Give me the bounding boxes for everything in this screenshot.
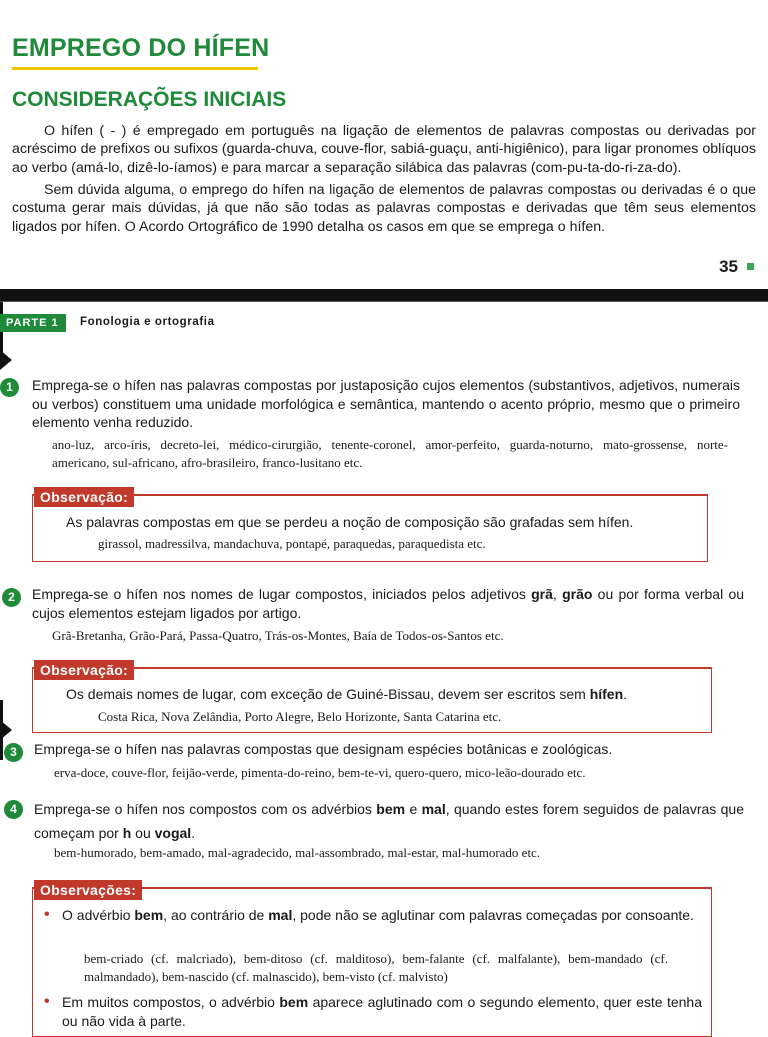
text-run: . xyxy=(623,686,628,702)
text-run: e xyxy=(405,801,422,817)
observation-label: Observações: xyxy=(34,880,142,900)
observation-1-text: As palavras compostas em que se perdeu a noção de composição são grafadas sem hífen. xyxy=(66,514,634,530)
intro-paragraph-1 xyxy=(12,122,756,177)
part-label: PARTE 1 xyxy=(0,314,66,332)
rule-number-1: 1 xyxy=(0,378,19,397)
rule-4-text xyxy=(34,797,744,845)
rule-3-examples: erva-doce, couve-flor, feijão-verde, pimenta-do-reino, bem-te-vi, quero-quero, mico-leão-dourado etc. xyxy=(54,765,586,780)
rule-1-text: Emprega-se o hífen nas palavras compostas por justaposição cujos elementos (substantivos, adjetivos, numerais ou verbos) constituem uma unidade morfológica e semântica, mantendo o acento próprio, mesmo que o primeiro elemento venha reduzido. xyxy=(32,377,740,431)
page-edge-notch xyxy=(0,350,12,370)
rule-number-3: 3 xyxy=(4,743,23,762)
text-run: , pode não se aglutinar com palavras começadas por consoante. xyxy=(292,907,694,923)
bold-term: vogal xyxy=(154,825,192,841)
rule-4-examples: bem-humorado, bem-amado, mal-agradecido, mal-assombrado, mal-estar, mal-humorado etc. xyxy=(54,845,541,860)
text-run: , xyxy=(552,586,563,602)
text-run: Emprega-se o hífen nos nomes de lugar compostos, iniciados pelos adjetivos xyxy=(32,586,532,602)
text-run: O advérbio xyxy=(62,907,135,923)
section-title: CONSIDERAÇÕES INICIAIS xyxy=(12,88,287,111)
intro-paragraph-2 xyxy=(12,181,756,236)
observation-3-bullet-2 xyxy=(62,993,702,1030)
observation-1-examples: girassol, madressilva, mandachuva, pontapé, paraquedas, paraquedista etc. xyxy=(98,536,486,551)
bold-term: mal xyxy=(421,801,446,817)
rule-number-2: 2 xyxy=(2,588,21,607)
bold-term: bem xyxy=(134,907,164,923)
rule-1-examples: ano-luz, arco-íris, decreto-lei, médico-cirurgião, tenente-coronel, amor-perfeito, guarda-noturno, mato-grossense, norte-americano, sul-africano, afro-brasileiro, franco-lusitano etc. xyxy=(52,437,728,470)
text-run: Os demais nomes de lugar, com exceção de Guiné-Bissau, devem ser escritos sem xyxy=(66,686,590,702)
bold-term: mal xyxy=(268,907,293,923)
rule-2-text xyxy=(32,585,744,622)
text-run: . xyxy=(191,825,196,841)
bullet-marker: • xyxy=(44,906,50,923)
chapter-title: EMPREGO DO HÍFEN xyxy=(12,34,270,62)
text-run: Emprega-se o hífen nos compostos com os advérbios xyxy=(34,801,377,817)
bold-term: hífen xyxy=(589,686,624,702)
observation-2-text xyxy=(66,685,702,704)
observation-3-bullet-1-examples: bem-criado (cf. malcriado), bem-ditoso (cf. malditoso), bem-falante (cf. malfalante), bem-mandado (cf. malmandado), bem-nascido (cf. malnascido), bem-visto (cf. malvisto) xyxy=(84,951,668,984)
bold-term: bem xyxy=(376,801,406,817)
paragraph-text: O hífen ( - ) é empregado em português na ligação de elementos de palavras compostas ou derivadas por acréscimo de prefixos ou sufixos (guarda-chuva, couve-flor, sabiá-guaçu, anti-higiênico), para ligar pronomes oblíquos ao verbo (amá-lo, dizê-lo-íamos) e para marcar a separação silábica das palavras (com-pu-ta-do-ri-za-do). xyxy=(12,123,756,176)
bullet-marker: • xyxy=(44,993,50,1010)
text-run: Em muitos compostos, o advérbio xyxy=(62,994,280,1010)
page-divider xyxy=(0,289,768,301)
text-run: , quando estes forem seguidos de palavras que começam por xyxy=(34,801,744,841)
rule-3-text: Emprega-se o hífen nas palavras compostas que designam espécies botânicas e zoológicas. xyxy=(34,741,613,757)
page-divider-line xyxy=(0,301,768,302)
observation-label: Observação: xyxy=(34,487,134,507)
rule-number-4: 4 xyxy=(4,800,23,819)
page-number: 35 xyxy=(719,257,738,276)
observation-2-examples: Costa Rica, Nova Zelândia, Porto Alegre, Belo Horizonte, Santa Catarina etc. xyxy=(98,709,502,724)
page-number-marker xyxy=(747,263,754,270)
observation-3-bullet-1 xyxy=(62,906,698,925)
bold-term: bem xyxy=(279,994,309,1010)
page-edge-notch xyxy=(0,720,12,740)
text-run: ou xyxy=(131,825,155,841)
title-underline xyxy=(12,67,258,70)
observation-label: Observação: xyxy=(34,660,134,680)
text-run: , ao contrário de xyxy=(163,907,269,923)
rule-2-examples: Grã-Bretanha, Grão-Pará, Passa-Quatro, Trás-os-Montes, Baía de Todos-os-Santos etc. xyxy=(52,628,504,643)
paragraph-text: Sem dúvida alguma, o emprego do hífen na ligação de elementos de palavras compostas ou derivadas é o que costuma gerar mais dúvidas, já que não são todas as palavras compostas e derivadas que têm seus elementos ligados por hífen. O Acordo Ortográfico de 1990 detalha os casos em que se emprega o hífen. xyxy=(12,182,756,235)
bold-term: h xyxy=(122,825,132,841)
text-run: ou por forma verbal ou cujos elementos estejam ligados por artigo. xyxy=(32,586,745,621)
text-run: aparece aglutinado com o segundo elemento, quer este tenha ou não vida à parte. xyxy=(62,994,702,1029)
part-title: Fonologia e ortografia xyxy=(80,316,215,328)
bold-term: grão xyxy=(562,586,593,602)
bold-term: grã xyxy=(531,586,553,602)
